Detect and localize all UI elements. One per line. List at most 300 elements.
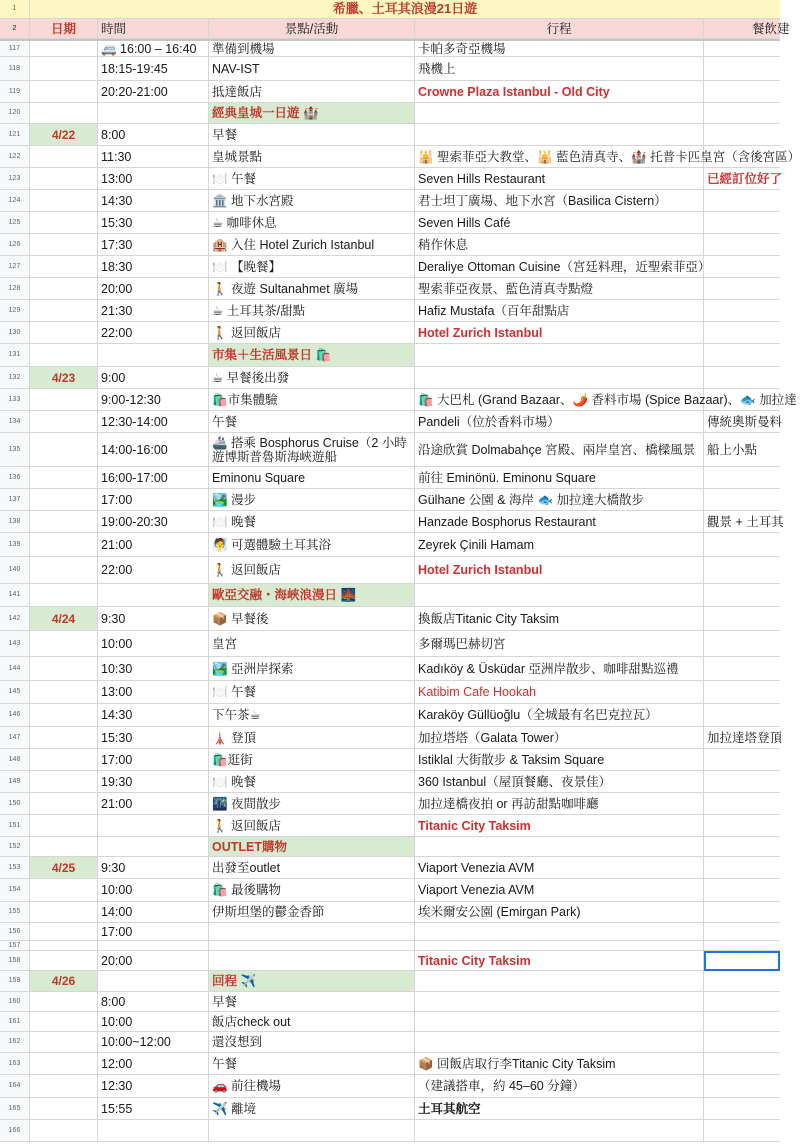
time-cell[interactable]: 18:30 (98, 256, 209, 278)
activity-cell[interactable]: 伊斯坦堡的鬱金香節 (209, 902, 415, 923)
itinerary-cell[interactable]: Crowne Plaza Istanbul - Old City (415, 81, 704, 103)
activity-cell[interactable]: 飯店check out (209, 1012, 415, 1032)
row-number[interactable]: 126 (0, 234, 30, 256)
activity-cell[interactable]: 早餐 (209, 124, 415, 146)
dining-cell[interactable] (704, 1120, 780, 1142)
dining-cell[interactable] (704, 657, 780, 681)
row-number[interactable]: 140 (0, 557, 30, 584)
date-cell[interactable] (30, 300, 98, 322)
time-cell[interactable]: 14:00 (98, 902, 209, 923)
dining-cell[interactable] (704, 902, 780, 923)
row-number[interactable]: 149 (0, 771, 30, 793)
date-cell[interactable] (30, 389, 98, 411)
row-number[interactable]: 160 (0, 992, 30, 1012)
date-cell[interactable] (30, 941, 98, 951)
date-cell[interactable] (30, 234, 98, 256)
activity-cell[interactable]: 🚶 返回飯店 (209, 557, 415, 584)
time-cell[interactable]: 16:00-17:00 (98, 467, 209, 489)
row-number[interactable]: 155 (0, 902, 30, 923)
itinerary-cell[interactable]: Titanic City Taksim (415, 951, 704, 971)
itinerary-cell[interactable] (415, 971, 704, 992)
itinerary-cell[interactable]: 加拉塔塔（Galata Tower） (415, 727, 704, 749)
itinerary-cell[interactable]: 沿途欣賞 Dolmabahçe 宮殿、兩岸皇宮、橋樑風景 (415, 433, 704, 467)
dining-cell[interactable] (704, 607, 780, 631)
date-cell[interactable] (30, 771, 98, 793)
row-number[interactable]: 131 (0, 344, 30, 367)
itinerary-cell[interactable]: 🛍️ 大巴札 (Grand Bazaar、🌶️ 香料市場 (Spice Bazaar)、🐟 加拉達 (415, 389, 704, 411)
date-cell[interactable] (30, 146, 98, 168)
row-number[interactable]: 136 (0, 467, 30, 489)
time-cell[interactable] (98, 815, 209, 837)
activity-cell[interactable]: 🛍️ 最後購物 (209, 879, 415, 902)
dining-cell[interactable] (704, 631, 780, 657)
date-cell[interactable] (30, 837, 98, 857)
activity-cell[interactable]: 皇宮 (209, 631, 415, 657)
dining-cell[interactable] (704, 815, 780, 837)
itinerary-cell[interactable] (415, 1032, 704, 1053)
row-number[interactable]: 135 (0, 433, 30, 467)
activity-cell[interactable] (209, 923, 415, 941)
time-cell[interactable]: 15:55 (98, 1098, 209, 1120)
date-cell[interactable]: 4/22 (30, 124, 98, 146)
itinerary-cell[interactable]: 卡帕多奇亞機場 (415, 41, 704, 57)
activity-cell[interactable]: 歐亞交融・海峽浪漫日 🌉 (209, 584, 415, 607)
time-cell[interactable]: 17:00 (98, 489, 209, 511)
activity-cell[interactable]: 下午茶☕ (209, 704, 415, 727)
header-dining[interactable]: 餐飲建 (704, 19, 780, 39)
activity-cell[interactable]: NAV-IST (209, 57, 415, 81)
header-date[interactable]: 日期 (30, 19, 98, 39)
activity-cell[interactable] (209, 941, 415, 951)
dining-cell[interactable] (704, 1075, 780, 1098)
time-cell[interactable]: 8:00 (98, 124, 209, 146)
dining-cell[interactable] (704, 992, 780, 1012)
dining-cell[interactable] (704, 212, 780, 234)
date-cell[interactable] (30, 57, 98, 81)
date-cell[interactable] (30, 168, 98, 190)
dining-cell[interactable] (704, 1032, 780, 1053)
itinerary-cell[interactable] (415, 941, 704, 951)
activity-cell[interactable]: ☕ 咖啡休息 (209, 212, 415, 234)
activity-cell[interactable]: 🛍️逛街 (209, 749, 415, 771)
row-number[interactable]: 127 (0, 256, 30, 278)
itinerary-cell[interactable]: Zeyrek Çinili Hamam (415, 533, 704, 557)
activity-cell[interactable]: 午餐 (209, 411, 415, 433)
time-cell[interactable]: 13:00 (98, 168, 209, 190)
row-number[interactable]: 154 (0, 879, 30, 902)
row-number[interactable]: 147 (0, 727, 30, 749)
time-cell[interactable]: 12:30 (98, 1075, 209, 1098)
dining-cell[interactable] (704, 300, 780, 322)
itinerary-cell[interactable]: Viaport Venezia AVM (415, 879, 704, 902)
dining-cell[interactable] (704, 467, 780, 489)
date-cell[interactable] (30, 923, 98, 941)
activity-cell[interactable]: OUTLET購物 (209, 837, 415, 857)
dining-cell[interactable]: 已經訂位好了 (704, 168, 780, 190)
itinerary-cell[interactable]: 君士坦丁廣場、地下水宮（Basilica Cistern） (415, 190, 704, 212)
itinerary-cell[interactable]: Hotel Zurich Istanbul (415, 322, 704, 344)
row-number[interactable]: 129 (0, 300, 30, 322)
dining-cell[interactable]: 觀景 + 土耳其 (704, 511, 780, 533)
row-number[interactable]: 138 (0, 511, 30, 533)
time-cell[interactable] (98, 837, 209, 857)
activity-cell[interactable]: 🚶 返回飯店 (209, 815, 415, 837)
activity-cell[interactable]: 早餐 (209, 992, 415, 1012)
date-cell[interactable] (30, 1053, 98, 1075)
time-cell[interactable]: 20:00 (98, 951, 209, 971)
activity-cell[interactable]: 🛍️市集體驗 (209, 389, 415, 411)
dining-cell[interactable] (704, 771, 780, 793)
itinerary-cell[interactable]: Pandeli（位於香料市場） (415, 411, 704, 433)
activity-cell[interactable]: 🚗 前往機場 (209, 1075, 415, 1098)
date-cell[interactable] (30, 467, 98, 489)
time-cell[interactable] (98, 971, 209, 992)
itinerary-cell[interactable] (415, 1012, 704, 1032)
header-itinerary[interactable]: 行程 (415, 19, 704, 39)
row-number[interactable]: 166 (0, 1120, 30, 1142)
time-cell[interactable]: 12:00 (98, 1053, 209, 1075)
row-number[interactable]: 2 (0, 19, 30, 39)
itinerary-cell[interactable]: Hafiz Mustafa（百年甜點店 (415, 300, 704, 322)
date-cell[interactable]: 4/25 (30, 857, 98, 879)
itinerary-cell[interactable] (415, 344, 704, 367)
row-number[interactable]: 163 (0, 1053, 30, 1075)
row-number[interactable]: 130 (0, 322, 30, 344)
header-time[interactable]: 時間 (98, 19, 209, 39)
date-cell[interactable] (30, 557, 98, 584)
time-cell[interactable] (98, 1120, 209, 1142)
time-cell[interactable]: 19:00-20:30 (98, 511, 209, 533)
itinerary-cell[interactable]: 多爾瑪巴赫切宮 (415, 631, 704, 657)
row-number[interactable]: 124 (0, 190, 30, 212)
dining-cell[interactable] (704, 256, 780, 278)
dining-cell[interactable] (704, 681, 780, 704)
itinerary-cell[interactable] (415, 992, 704, 1012)
time-cell[interactable]: 14:30 (98, 704, 209, 727)
date-cell[interactable] (30, 1120, 98, 1142)
row-number[interactable]: 159 (0, 971, 30, 992)
activity-cell[interactable]: ☕ 早餐後出發 (209, 367, 415, 389)
itinerary-cell[interactable]: Titanic City Taksim (415, 815, 704, 837)
activity-cell[interactable]: 🏞️ 漫步 (209, 489, 415, 511)
row-number[interactable]: 117 (0, 41, 30, 57)
dining-cell[interactable] (704, 322, 780, 344)
itinerary-cell[interactable]: Karaköy Güllüoğlu（全城最有名巴克拉瓦） (415, 704, 704, 727)
time-cell[interactable]: 10:00 (98, 879, 209, 902)
row-number[interactable]: 121 (0, 124, 30, 146)
activity-cell[interactable] (209, 951, 415, 971)
date-cell[interactable] (30, 1075, 98, 1098)
row-number[interactable]: 165 (0, 1098, 30, 1120)
itinerary-cell[interactable] (415, 103, 704, 124)
time-cell[interactable]: 12:30-14:00 (98, 411, 209, 433)
date-cell[interactable] (30, 433, 98, 467)
time-cell[interactable]: 20:00 (98, 278, 209, 300)
dining-cell[interactable] (704, 278, 780, 300)
row-number[interactable]: 118 (0, 57, 30, 81)
dining-cell[interactable] (704, 704, 780, 727)
activity-cell[interactable]: 午餐 (209, 1053, 415, 1075)
row-number[interactable]: 162 (0, 1032, 30, 1053)
activity-cell[interactable]: 🍽️ 晚餐 (209, 771, 415, 793)
row-number[interactable]: 132 (0, 367, 30, 389)
time-cell[interactable]: 22:00 (98, 322, 209, 344)
activity-cell[interactable]: 🍽️ 午餐 (209, 168, 415, 190)
activity-cell[interactable]: ☕ 土耳其茶/甜點 (209, 300, 415, 322)
itinerary-cell[interactable]: Kadıköy & Üsküdar 亞洲岸散步、咖啡甜點巡禮 (415, 657, 704, 681)
activity-cell[interactable]: 🚶 夜遊 Sultanahmet 廣場 (209, 278, 415, 300)
dining-cell[interactable]: 船上小點 (704, 433, 780, 467)
date-cell[interactable] (30, 1012, 98, 1032)
activity-cell[interactable]: 準備到機場 (209, 41, 415, 57)
activity-cell[interactable]: 🏞️ 亞洲岸探索 (209, 657, 415, 681)
time-cell[interactable]: 22:00 (98, 557, 209, 584)
time-cell[interactable]: 9:00-12:30 (98, 389, 209, 411)
date-cell[interactable]: 4/24 (30, 607, 98, 631)
activity-cell[interactable]: 🍽️ 晚餐 (209, 511, 415, 533)
date-cell[interactable]: 4/23 (30, 367, 98, 389)
row-number[interactable]: 120 (0, 103, 30, 124)
dining-cell[interactable] (704, 1012, 780, 1032)
date-cell[interactable] (30, 584, 98, 607)
dining-cell[interactable] (704, 941, 780, 951)
itinerary-cell[interactable]: Istiklal 大街散步 & Taksim Square (415, 749, 704, 771)
time-cell[interactable]: 21:00 (98, 533, 209, 557)
date-cell[interactable]: 4/26 (30, 971, 98, 992)
itinerary-cell[interactable] (415, 837, 704, 857)
activity-cell[interactable]: 🚢 搭乘 Bosphorus Cruise（2 小時遊博斯普魯斯海峽遊船 (209, 433, 415, 467)
row-number[interactable]: 141 (0, 584, 30, 607)
activity-cell[interactable]: 皇城景點 (209, 146, 415, 168)
date-cell[interactable] (30, 190, 98, 212)
time-cell[interactable]: 19:30 (98, 771, 209, 793)
activity-cell[interactable]: 📦 早餐後 (209, 607, 415, 631)
time-cell[interactable]: 17:00 (98, 749, 209, 771)
time-cell[interactable]: 9:30 (98, 857, 209, 879)
row-number[interactable]: 139 (0, 533, 30, 557)
itinerary-cell[interactable]: 稍作休息 (415, 234, 704, 256)
activity-cell[interactable]: 🏨 入住 Hotel Zurich Istanbul (209, 234, 415, 256)
time-cell[interactable]: 10:00 (98, 1012, 209, 1032)
itinerary-cell[interactable] (415, 923, 704, 941)
date-cell[interactable] (30, 992, 98, 1012)
activity-cell[interactable]: ✈️ 離境 (209, 1098, 415, 1120)
dining-cell[interactable] (704, 951, 780, 971)
date-cell[interactable] (30, 81, 98, 103)
itinerary-cell[interactable]: 換飯店Titanic City Taksim (415, 607, 704, 631)
dining-cell[interactable]: 加拉達塔登頂 (704, 727, 780, 749)
time-cell[interactable]: 10:00 (98, 631, 209, 657)
date-cell[interactable] (30, 256, 98, 278)
activity-cell[interactable]: 🌃 夜間散步 (209, 793, 415, 815)
date-cell[interactable] (30, 511, 98, 533)
row-number[interactable]: 145 (0, 681, 30, 704)
header-activity[interactable]: 景點/活動 (209, 19, 415, 39)
dining-cell[interactable] (704, 489, 780, 511)
date-cell[interactable] (30, 704, 98, 727)
activity-cell[interactable]: 抵達飯店 (209, 81, 415, 103)
row-number[interactable]: 1 (0, 0, 30, 19)
time-cell[interactable]: 15:30 (98, 212, 209, 234)
activity-cell[interactable]: 經典皇城一日遊 🏰 (209, 103, 415, 124)
row-number[interactable]: 128 (0, 278, 30, 300)
row-number[interactable]: 122 (0, 146, 30, 168)
dining-cell[interactable] (704, 584, 780, 607)
time-cell[interactable]: 9:00 (98, 367, 209, 389)
row-number[interactable]: 158 (0, 951, 30, 971)
dining-cell[interactable] (704, 533, 780, 557)
time-cell[interactable]: 20:20-21:00 (98, 81, 209, 103)
row-number[interactable]: 153 (0, 857, 30, 879)
time-cell[interactable]: 15:30 (98, 727, 209, 749)
activity-cell[interactable]: 還沒想到 (209, 1032, 415, 1053)
date-cell[interactable] (30, 657, 98, 681)
itinerary-cell[interactable]: 加拉達橋夜拍 or 再訪甜點咖啡廳 (415, 793, 704, 815)
time-cell[interactable] (98, 941, 209, 951)
row-number[interactable]: 156 (0, 923, 30, 941)
date-cell[interactable] (30, 41, 98, 57)
activity-cell[interactable]: 🚶 返回飯店 (209, 322, 415, 344)
date-cell[interactable] (30, 103, 98, 124)
dining-cell[interactable] (704, 234, 780, 256)
time-cell[interactable]: 14:30 (98, 190, 209, 212)
date-cell[interactable] (30, 212, 98, 234)
row-number[interactable]: 146 (0, 704, 30, 727)
itinerary-cell[interactable]: Seven Hills Café (415, 212, 704, 234)
date-cell[interactable] (30, 815, 98, 837)
activity-cell[interactable]: 回程 ✈️ (209, 971, 415, 992)
dining-cell[interactable] (704, 749, 780, 771)
dining-cell[interactable] (704, 57, 780, 81)
date-cell[interactable] (30, 322, 98, 344)
dining-cell[interactable] (704, 103, 780, 124)
time-cell[interactable]: 🚐 16:00 – 16:40 (98, 41, 209, 57)
itinerary-cell[interactable]: 埃米爾安公園 (Emirgan Park) (415, 902, 704, 923)
time-cell[interactable]: 10:30 (98, 657, 209, 681)
row-number[interactable]: 150 (0, 793, 30, 815)
date-cell[interactable] (30, 344, 98, 367)
date-cell[interactable] (30, 489, 98, 511)
time-cell[interactable] (98, 584, 209, 607)
activity-cell[interactable]: 🍽️ 午餐 (209, 681, 415, 704)
itinerary-cell[interactable]: Hotel Zurich Istanbul (415, 557, 704, 584)
activity-cell[interactable]: 🍽️ 【晚餐】 (209, 256, 415, 278)
date-cell[interactable] (30, 1098, 98, 1120)
row-number[interactable]: 164 (0, 1075, 30, 1098)
itinerary-cell[interactable]: 飛機上 (415, 57, 704, 81)
date-cell[interactable] (30, 727, 98, 749)
time-cell[interactable]: 18:15-19:45 (98, 57, 209, 81)
itinerary-cell[interactable]: Gülhane 公園 & 海岸 🐟 加拉達大橋散步 (415, 489, 704, 511)
date-cell[interactable] (30, 681, 98, 704)
itinerary-cell[interactable]: 360 Istanbul（屋頂餐廳、夜景佳） (415, 771, 704, 793)
activity-cell[interactable]: Eminonu Square (209, 467, 415, 489)
activity-cell[interactable]: 市集＋生活風景日 🛍️ (209, 344, 415, 367)
time-cell[interactable]: 17:00 (98, 923, 209, 941)
row-number[interactable]: 134 (0, 411, 30, 433)
itinerary-cell[interactable]: Viaport Venezia AVM (415, 857, 704, 879)
date-cell[interactable] (30, 533, 98, 557)
itinerary-cell[interactable]: Katibim Cafe Hookah (415, 681, 704, 704)
dining-cell[interactable] (704, 389, 780, 411)
itinerary-cell[interactable] (415, 1120, 704, 1142)
row-number[interactable]: 161 (0, 1012, 30, 1032)
itinerary-cell[interactable]: 前往 Eminönü. Eminonu Square (415, 467, 704, 489)
dining-cell[interactable] (704, 81, 780, 103)
dining-cell[interactable] (704, 124, 780, 146)
dining-cell[interactable] (704, 367, 780, 389)
time-cell[interactable]: 21:30 (98, 300, 209, 322)
date-cell[interactable] (30, 278, 98, 300)
dining-cell[interactable] (704, 1098, 780, 1120)
dining-cell[interactable] (704, 146, 780, 168)
itinerary-cell[interactable]: 聖索菲亞夜景、藍色清真寺點燈 (415, 278, 704, 300)
dining-cell[interactable] (704, 971, 780, 992)
row-number[interactable]: 123 (0, 168, 30, 190)
time-cell[interactable] (98, 103, 209, 124)
time-cell[interactable] (98, 344, 209, 367)
row-number[interactable]: 133 (0, 389, 30, 411)
itinerary-cell[interactable]: Hanzade Bosphorus Restaurant (415, 511, 704, 533)
dining-cell[interactable] (704, 1053, 780, 1075)
itinerary-cell[interactable]: 土耳其航空 (415, 1098, 704, 1120)
itinerary-cell[interactable]: 📦 回飯店取行李Titanic City Taksim (415, 1053, 704, 1075)
time-cell[interactable]: 8:00 (98, 992, 209, 1012)
itinerary-cell[interactable] (415, 584, 704, 607)
sheet-title[interactable]: 希臘、土耳其浪漫21日遊 (30, 0, 780, 19)
row-number[interactable]: 157 (0, 941, 30, 951)
row-number[interactable]: 125 (0, 212, 30, 234)
dining-cell[interactable] (704, 41, 780, 57)
activity-cell[interactable]: 出發至outlet (209, 857, 415, 879)
dining-cell[interactable] (704, 923, 780, 941)
dining-cell[interactable] (704, 557, 780, 584)
row-number[interactable]: 144 (0, 657, 30, 681)
date-cell[interactable] (30, 1032, 98, 1053)
itinerary-cell[interactable]: Deraliye Ottoman Cuisine（宮廷料理，近聖索菲亞） (415, 256, 704, 278)
dining-cell[interactable] (704, 857, 780, 879)
row-number[interactable]: 143 (0, 631, 30, 657)
row-number[interactable]: 137 (0, 489, 30, 511)
dining-cell[interactable] (704, 344, 780, 367)
time-cell[interactable]: 14:00-16:00 (98, 433, 209, 467)
time-cell[interactable]: 21:00 (98, 793, 209, 815)
date-cell[interactable] (30, 749, 98, 771)
date-cell[interactable] (30, 793, 98, 815)
itinerary-cell[interactable]: Seven Hills Restaurant (415, 168, 704, 190)
dining-cell[interactable] (704, 190, 780, 212)
row-number[interactable]: 148 (0, 749, 30, 771)
date-cell[interactable] (30, 951, 98, 971)
itinerary-cell[interactable] (415, 367, 704, 389)
dining-cell[interactable] (704, 879, 780, 902)
row-number[interactable]: 152 (0, 837, 30, 857)
activity-cell[interactable] (209, 1120, 415, 1142)
time-cell[interactable]: 17:30 (98, 234, 209, 256)
itinerary-cell[interactable]: （建議搭車，約 45–60 分鐘） (415, 1075, 704, 1098)
date-cell[interactable] (30, 411, 98, 433)
row-number[interactable]: 119 (0, 81, 30, 103)
row-number[interactable]: 142 (0, 607, 30, 631)
dining-cell[interactable] (704, 837, 780, 857)
time-cell[interactable]: 10:00~12:00 (98, 1032, 209, 1053)
date-cell[interactable] (30, 879, 98, 902)
activity-cell[interactable]: 🏛️ 地下水宮殿 (209, 190, 415, 212)
time-cell[interactable]: 9:30 (98, 607, 209, 631)
time-cell[interactable]: 11:30 (98, 146, 209, 168)
dining-cell[interactable] (704, 793, 780, 815)
time-cell[interactable]: 13:00 (98, 681, 209, 704)
